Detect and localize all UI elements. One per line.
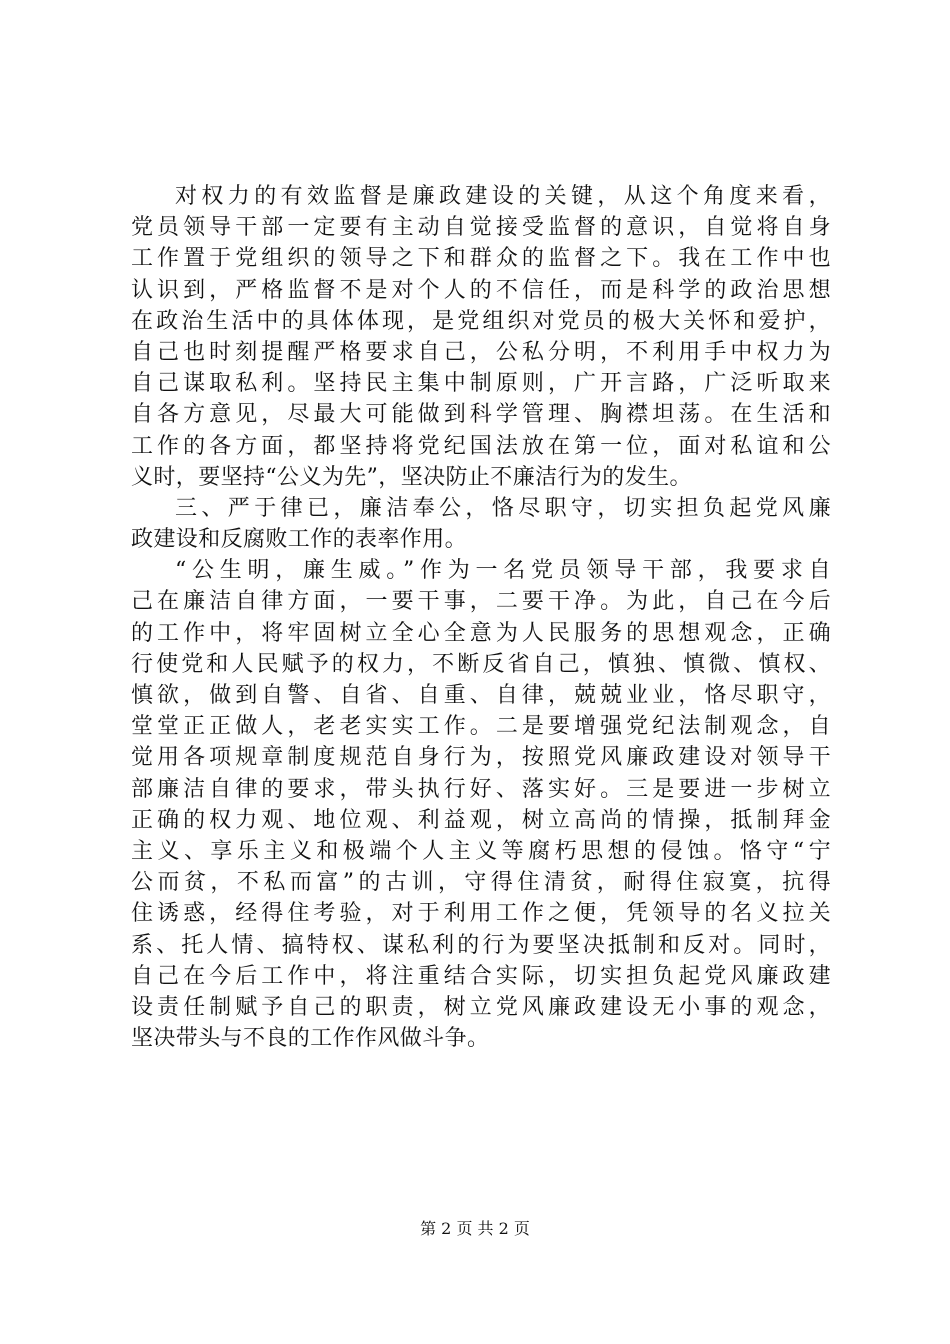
text-line: 自己谋取私利。坚持民主集中制原则，广开言路，广泛听取来 (131, 371, 831, 397)
section-heading-line: 三、严于律已，廉洁奉公，恪尽职守，切实担负起党风廉 (175, 495, 831, 521)
text-line: 系、托人情、搞特权、谋私利的行为要坚决抵制和反对。同时， (131, 932, 831, 958)
text-line: 公而贫，不私而富”的古训，守得住清贫，耐得住寂寞，抗得 (131, 870, 831, 896)
text-line: 自各方意见，尽最大可能做到科学管理、胸襟坦荡。在生活和 (131, 402, 831, 428)
text-line: “公生明，廉生威。”作为一名党员领导干部，我要求自 (175, 558, 831, 584)
section-heading-line: 政建设和反腐败工作的表率作用。 (131, 527, 468, 553)
text-line: 慎欲，做到自警、自省、自重、自律，兢兢业业，恪尽职守， (131, 683, 831, 708)
text-line: 堂堂正正做人，老老实实工作。二是要增强党纪法制观念，自 (131, 714, 831, 740)
text-line: 正确的权力观、地位观、利益观，树立高尚的情操，抵制拜金 (131, 807, 831, 833)
text-line: 主义、享乐主义和极端个人主义等腐朽思想的侵蚀。恪守“宁 (131, 838, 831, 864)
text-line: 义时，要坚持“公义为先”，坚决防止不廉洁行为的发生。 (131, 464, 692, 490)
text-line: 党员领导干部一定要有主动自觉接受监督的意识，自觉将自身 (131, 215, 831, 241)
text-line: 在政治生活中的具体体现，是党组织对党员的极大关怀和爱护， (131, 308, 831, 334)
text-line: 工作的各方面，都坚持将党纪国法放在第一位，面对私谊和公 (131, 433, 831, 459)
text-line: 部廉洁自律的要求，带头执行好、落实好。三是要进一步树立 (131, 776, 831, 802)
text-line: 行使党和人民赋予的权力，不断反省自己，慎独、慎微、慎权、 (131, 651, 831, 677)
text-line: 己在廉洁自律方面，一要干事，二要干净。为此，自己在今后 (131, 589, 831, 615)
text-line: 对权力的有效监督是廉政建设的关键，从这个角度来看， (175, 184, 831, 209)
text-line: 住诱惑，经得住考验，对于利用工作之便，凭领导的名义拉关 (131, 901, 831, 927)
text-line: 认识到，严格监督不是对个人的不信任，而是科学的政治思想 (131, 277, 831, 303)
text-line: 的工作中，将牢固树立全心全意为人民服务的思想观念，正确 (131, 620, 831, 646)
text-line: 工作置于党组织的领导之下和群众的监督之下。我在工作中也 (131, 246, 831, 272)
page-number-footer: 第 2 页 共 2 页 (420, 1219, 530, 1238)
text-line: 设责任制赋予自己的职责，树立党风廉政建设无小事的观念， (131, 994, 831, 1020)
text-line: 自己在今后工作中，将注重结合实际，切实担负起党风廉政建 (131, 963, 831, 989)
text-line: 自己也时刻提醒严格要求自己，公私分明，不利用手中权力为 (131, 339, 831, 365)
text-line: 觉用各项规章制度规范自身行为，按照党风廉政建设对领导干 (131, 745, 831, 771)
document-body (131, 181, 831, 1054)
text-line: 坚决带头与不良的工作作风做斗争。 (131, 1026, 490, 1052)
